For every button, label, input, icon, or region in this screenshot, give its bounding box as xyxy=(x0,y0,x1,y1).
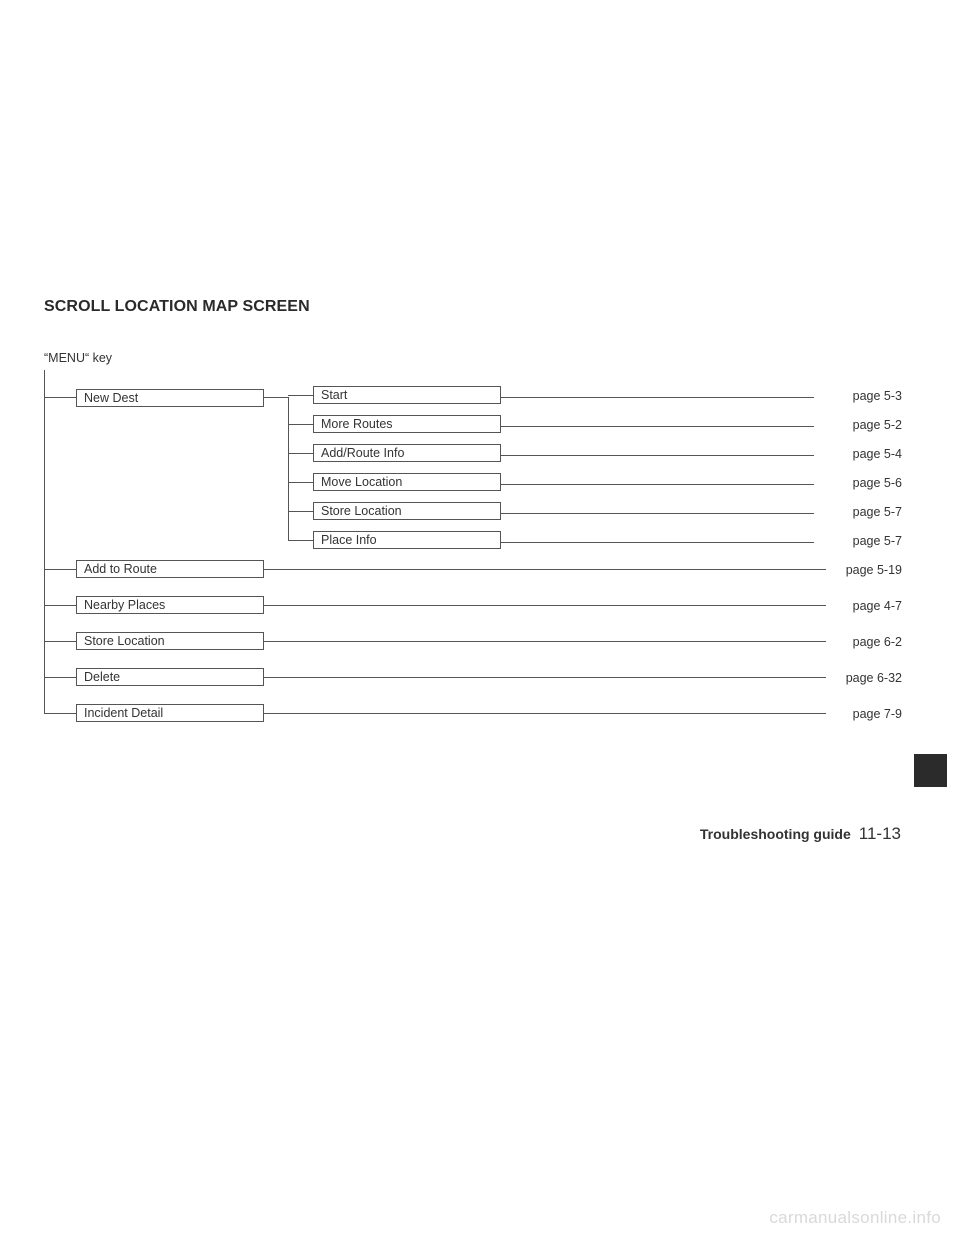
branch-line xyxy=(288,511,313,512)
menu-item-delete[interactable] xyxy=(76,668,264,686)
leader-line xyxy=(264,605,826,606)
menu-item-nearby-places[interactable] xyxy=(76,596,264,614)
leader-line xyxy=(264,641,826,642)
footer-section: Troubleshooting guide xyxy=(699,826,851,842)
menu-item-label: Incident Detail xyxy=(84,706,164,720)
submenu-item-label: Start xyxy=(321,388,348,402)
leader-line xyxy=(501,455,814,456)
tree-trunk xyxy=(44,370,45,713)
page-reference: page 5-3 xyxy=(852,389,902,403)
section-title: SCROLL LOCATION MAP SCREEN xyxy=(44,298,310,315)
leader-line xyxy=(501,513,814,514)
submenu-item-more-routes[interactable] xyxy=(313,415,501,433)
branch-line xyxy=(44,713,76,714)
leader-line xyxy=(501,397,814,398)
submenu-item-start[interactable] xyxy=(313,386,501,404)
menu-item-label: Nearby Places xyxy=(84,598,166,612)
watermark: carmanualsonline.info xyxy=(769,1208,941,1227)
branch-line xyxy=(44,569,76,570)
page-reference: page 5-7 xyxy=(852,534,902,548)
leader-line xyxy=(501,484,814,485)
submenu-item-label: Store Location xyxy=(321,504,402,518)
page-footer xyxy=(700,824,901,844)
branch-line xyxy=(288,540,313,541)
menu-item-label: New Dest xyxy=(84,391,139,405)
page-reference: page 5-2 xyxy=(852,418,902,432)
branch-line xyxy=(44,641,76,642)
submenu-item-label: Add/Route Info xyxy=(321,446,405,460)
menu-item-new-dest[interactable] xyxy=(76,389,264,407)
leader-line xyxy=(264,713,826,714)
submenu-item-place-info[interactable] xyxy=(313,531,501,549)
submenu-item-label: Move Location xyxy=(321,475,403,489)
menu-item-label: Delete xyxy=(84,670,121,684)
submenu-item-label: Place Info xyxy=(321,533,377,547)
connector-line xyxy=(264,397,288,398)
menu-item-add-to-route[interactable] xyxy=(76,560,264,578)
menu-item-incident-detail[interactable] xyxy=(76,704,264,722)
page-reference: page 6-32 xyxy=(845,671,902,685)
leader-line xyxy=(501,426,814,427)
subtree-trunk xyxy=(288,397,289,540)
chapter-tab xyxy=(914,754,947,787)
branch-line xyxy=(44,677,76,678)
leader-line xyxy=(264,569,826,570)
submenu-item-store-location[interactable] xyxy=(313,502,501,520)
page-reference: page 5-19 xyxy=(845,563,902,577)
page-reference: page 5-7 xyxy=(852,505,902,519)
branch-line xyxy=(44,605,76,606)
branch-line xyxy=(288,395,313,396)
branch-line xyxy=(288,453,313,454)
submenu-item-add-route-info[interactable] xyxy=(313,444,501,462)
branch-line xyxy=(288,424,313,425)
submenu-item-label: More Routes xyxy=(321,417,393,431)
menu-item-label: Store Location xyxy=(84,634,165,648)
branch-line xyxy=(44,397,76,398)
page-reference: page 5-6 xyxy=(852,476,902,490)
page-reference: page 5-4 xyxy=(852,447,902,461)
page-reference: page 6-2 xyxy=(852,635,902,649)
submenu-item-move-location[interactable] xyxy=(313,473,501,491)
branch-line xyxy=(288,482,313,483)
leader-line xyxy=(264,677,826,678)
menu-item-label: Add to Route xyxy=(84,562,157,576)
page-reference: page 7-9 xyxy=(852,707,902,721)
page-reference: page 4-7 xyxy=(852,599,902,613)
menu-key-label: “MENU“ key xyxy=(44,351,113,365)
leader-line xyxy=(501,542,814,543)
menu-item-store-location[interactable] xyxy=(76,632,264,650)
footer-page-number: 11-13 xyxy=(858,824,901,843)
